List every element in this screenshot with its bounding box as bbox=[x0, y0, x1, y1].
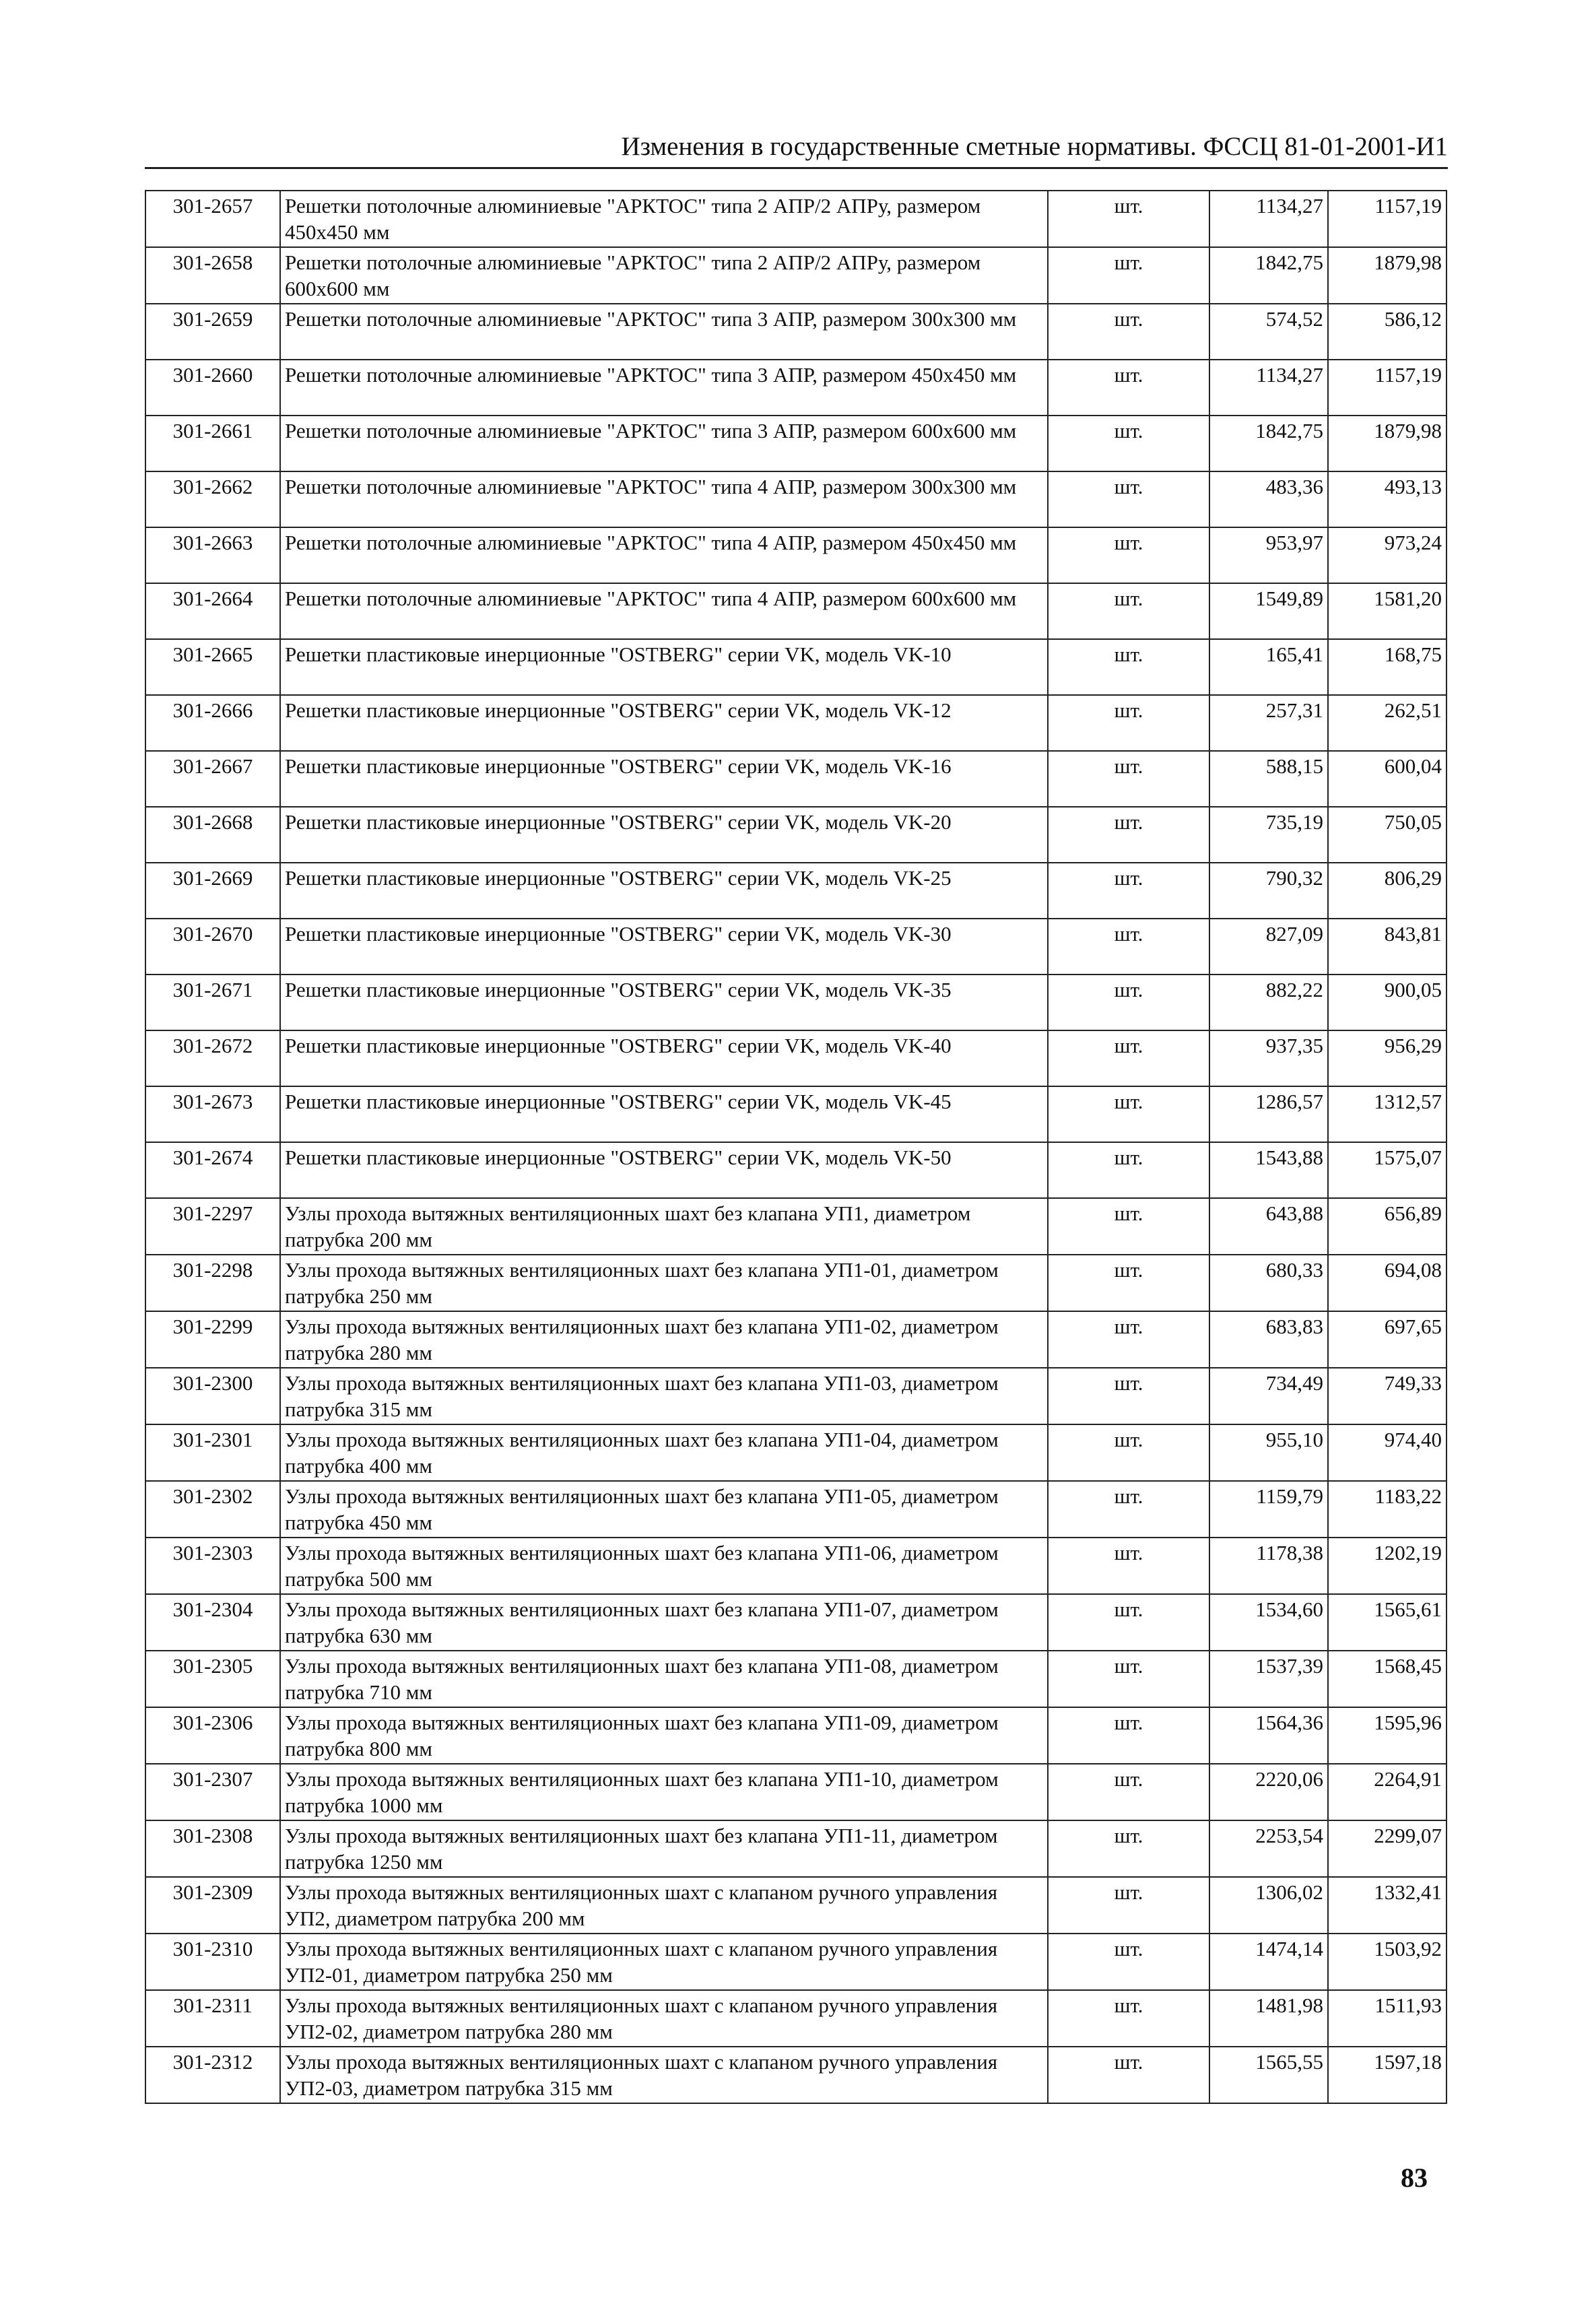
price2-cell: 1879,98 bbox=[1328, 247, 1447, 304]
table-row bbox=[145, 1086, 1447, 1142]
unit-cell: шт. bbox=[1048, 416, 1209, 471]
price1-cell: 1842,75 bbox=[1209, 247, 1328, 304]
table-row bbox=[145, 1255, 1447, 1311]
price1-cell: 1306,02 bbox=[1209, 1877, 1328, 1934]
price2-cell: 1575,07 bbox=[1328, 1142, 1447, 1198]
price1-cell: 1178,38 bbox=[1209, 1538, 1328, 1594]
table-row bbox=[145, 1198, 1447, 1255]
code-cell: 301-2309 bbox=[145, 1877, 280, 1934]
price1-cell: 588,15 bbox=[1209, 751, 1328, 807]
name-cell: Решетки пластиковые инерционные "OSTBERG" серии VK, модель VK-30 bbox=[280, 919, 1048, 975]
name-cell: Решетки потолочные алюминиевые "АРКТОС" типа 4 АПР, размером 300х300 мм bbox=[280, 471, 1048, 527]
code-cell: 301-2668 bbox=[145, 807, 280, 863]
table-row bbox=[145, 1651, 1447, 1707]
code-cell: 301-2307 bbox=[145, 1764, 280, 1820]
price2-cell: 493,13 bbox=[1328, 471, 1447, 527]
name-cell: Узлы прохода вытяжных вентиляционных шахт без клапана УП1-06, диаметром патрубка 500 мм bbox=[280, 1538, 1048, 1594]
price1-cell: 1549,89 bbox=[1209, 583, 1328, 639]
unit-cell: шт. bbox=[1048, 1368, 1209, 1424]
price2-cell: 656,89 bbox=[1328, 1198, 1447, 1255]
price2-cell: 1511,93 bbox=[1328, 1990, 1447, 2047]
table-row bbox=[145, 416, 1447, 471]
price1-cell: 257,31 bbox=[1209, 695, 1328, 751]
code-cell: 301-2669 bbox=[145, 863, 280, 919]
name-cell: Узлы прохода вытяжных вентиляционных шахт без клапана УП1, диаметром патрубка 200 мм bbox=[280, 1198, 1048, 1255]
code-cell: 301-2661 bbox=[145, 416, 280, 471]
price1-cell: 165,41 bbox=[1209, 639, 1328, 695]
price2-cell: 900,05 bbox=[1328, 975, 1447, 1030]
price2-cell: 168,75 bbox=[1328, 639, 1447, 695]
price-table-body bbox=[145, 191, 1447, 2103]
table-row bbox=[145, 1707, 1447, 1764]
table-row bbox=[145, 583, 1447, 639]
price2-cell: 600,04 bbox=[1328, 751, 1447, 807]
code-cell: 301-2674 bbox=[145, 1142, 280, 1198]
price1-cell: 1481,98 bbox=[1209, 1990, 1328, 2047]
price1-cell: 1565,55 bbox=[1209, 2047, 1328, 2103]
price2-cell: 1157,19 bbox=[1328, 191, 1447, 247]
price1-cell: 1537,39 bbox=[1209, 1651, 1328, 1707]
price1-cell: 827,09 bbox=[1209, 919, 1328, 975]
code-cell: 301-2301 bbox=[145, 1424, 280, 1481]
price2-cell: 586,12 bbox=[1328, 304, 1447, 360]
price1-cell: 1286,57 bbox=[1209, 1086, 1328, 1142]
name-cell: Решетки потолочные алюминиевые "АРКТОС" типа 4 АПР, размером 600х600 мм bbox=[280, 583, 1048, 639]
code-cell: 301-2658 bbox=[145, 247, 280, 304]
code-cell: 301-2663 bbox=[145, 527, 280, 583]
code-cell: 301-2667 bbox=[145, 751, 280, 807]
table-row bbox=[145, 1820, 1447, 1877]
unit-cell: шт. bbox=[1048, 191, 1209, 247]
name-cell: Решетки пластиковые инерционные "OSTBERG" серии VK, модель VK-25 bbox=[280, 863, 1048, 919]
table-row bbox=[145, 1030, 1447, 1086]
name-cell: Узлы прохода вытяжных вентиляционных шахт с клапаном ручного управления УП2, диаметром патрубка 200 мм bbox=[280, 1877, 1048, 1934]
unit-cell: шт. bbox=[1048, 1198, 1209, 1255]
price2-cell: 974,40 bbox=[1328, 1424, 1447, 1481]
unit-cell: шт. bbox=[1048, 1538, 1209, 1594]
page-header: Изменения в государственные сметные нормативы. ФССЦ 81-01-2001-И1 bbox=[145, 131, 1448, 169]
table-row bbox=[145, 919, 1447, 975]
name-cell: Узлы прохода вытяжных вентиляционных шахт без клапана УП1-08, диаметром патрубка 710 мм bbox=[280, 1651, 1048, 1707]
unit-cell: шт. bbox=[1048, 471, 1209, 527]
price2-cell: 2299,07 bbox=[1328, 1820, 1447, 1877]
unit-cell: шт. bbox=[1048, 304, 1209, 360]
unit-cell: шт. bbox=[1048, 1030, 1209, 1086]
table-row bbox=[145, 1538, 1447, 1594]
table-row bbox=[145, 695, 1447, 751]
unit-cell: шт. bbox=[1048, 1651, 1209, 1707]
unit-cell: шт. bbox=[1048, 247, 1209, 304]
table-row bbox=[145, 1594, 1447, 1651]
table-row bbox=[145, 1142, 1447, 1198]
name-cell: Решетки пластиковые инерционные "OSTBERG" серии VK, модель VK-10 bbox=[280, 639, 1048, 695]
price2-cell: 1202,19 bbox=[1328, 1538, 1447, 1594]
price1-cell: 680,33 bbox=[1209, 1255, 1328, 1311]
name-cell: Решетки потолочные алюминиевые "АРКТОС" типа 2 АПР/2 АПРу, размером 450х450 мм bbox=[280, 191, 1048, 247]
unit-cell: шт. bbox=[1048, 751, 1209, 807]
price1-cell: 937,35 bbox=[1209, 1030, 1328, 1086]
unit-cell: шт. bbox=[1048, 1481, 1209, 1538]
unit-cell: шт. bbox=[1048, 1877, 1209, 1934]
price2-cell: 749,33 bbox=[1328, 1368, 1447, 1424]
code-cell: 301-2671 bbox=[145, 975, 280, 1030]
price1-cell: 955,10 bbox=[1209, 1424, 1328, 1481]
name-cell: Решетки потолочные алюминиевые "АРКТОС" типа 2 АПР/2 АПРу, размером 600х600 мм bbox=[280, 247, 1048, 304]
table-row bbox=[145, 1877, 1447, 1934]
price2-cell: 1597,18 bbox=[1328, 2047, 1447, 2103]
page-number: 83 bbox=[1401, 2163, 1428, 2193]
unit-cell: шт. bbox=[1048, 1594, 1209, 1651]
price2-cell: 973,24 bbox=[1328, 527, 1447, 583]
table-row bbox=[145, 247, 1447, 304]
table-row bbox=[145, 1368, 1447, 1424]
unit-cell: шт. bbox=[1048, 975, 1209, 1030]
price1-cell: 953,97 bbox=[1209, 527, 1328, 583]
unit-cell: шт. bbox=[1048, 1086, 1209, 1142]
table-row bbox=[145, 975, 1447, 1030]
table-row bbox=[145, 751, 1447, 807]
price2-cell: 697,65 bbox=[1328, 1311, 1447, 1368]
table-row bbox=[145, 360, 1447, 416]
price2-cell: 1595,96 bbox=[1328, 1707, 1447, 1764]
unit-cell: шт. bbox=[1048, 2047, 1209, 2103]
table-row bbox=[145, 1990, 1447, 2047]
price1-cell: 735,19 bbox=[1209, 807, 1328, 863]
price2-cell: 2264,91 bbox=[1328, 1764, 1447, 1820]
code-cell: 301-2311 bbox=[145, 1990, 280, 2047]
table-row bbox=[145, 807, 1447, 863]
price2-cell: 694,08 bbox=[1328, 1255, 1447, 1311]
price1-cell: 1474,14 bbox=[1209, 1934, 1328, 1990]
unit-cell: шт. bbox=[1048, 1990, 1209, 2047]
name-cell: Узлы прохода вытяжных вентиляционных шахт без клапана УП1-11, диаметром патрубка 1250 мм bbox=[280, 1820, 1048, 1877]
code-cell: 301-2657 bbox=[145, 191, 280, 247]
name-cell: Решетки пластиковые инерционные "OSTBERG" серии VK, модель VK-40 bbox=[280, 1030, 1048, 1086]
price1-cell: 1159,79 bbox=[1209, 1481, 1328, 1538]
code-cell: 301-2303 bbox=[145, 1538, 280, 1594]
price2-cell: 843,81 bbox=[1328, 919, 1447, 975]
code-cell: 301-2305 bbox=[145, 1651, 280, 1707]
price-table bbox=[145, 190, 1447, 2104]
name-cell: Решетки потолочные алюминиевые "АРКТОС" типа 3 АПР, размером 300х300 мм bbox=[280, 304, 1048, 360]
unit-cell: шт. bbox=[1048, 1934, 1209, 1990]
name-cell: Решетки пластиковые инерционные "OSTBERG" серии VK, модель VK-35 bbox=[280, 975, 1048, 1030]
name-cell: Узлы прохода вытяжных вентиляционных шахт с клапаном ручного управления УП2-03, диаметром патрубка 315 мм bbox=[280, 2047, 1048, 2103]
price1-cell: 574,52 bbox=[1209, 304, 1328, 360]
price1-cell: 1564,36 bbox=[1209, 1707, 1328, 1764]
name-cell: Решетки потолочные алюминиевые "АРКТОС" типа 4 АПР, размером 450х450 мм bbox=[280, 527, 1048, 583]
code-cell: 301-2308 bbox=[145, 1820, 280, 1877]
code-cell: 301-2306 bbox=[145, 1707, 280, 1764]
code-cell: 301-2673 bbox=[145, 1086, 280, 1142]
price1-cell: 483,36 bbox=[1209, 471, 1328, 527]
unit-cell: шт. bbox=[1048, 1142, 1209, 1198]
table-row bbox=[145, 1311, 1447, 1368]
price1-cell: 882,22 bbox=[1209, 975, 1328, 1030]
code-cell: 301-2297 bbox=[145, 1198, 280, 1255]
name-cell: Узлы прохода вытяжных вентиляционных шахт без клапана УП1-03, диаметром патрубка 315 мм bbox=[280, 1368, 1048, 1424]
code-cell: 301-2665 bbox=[145, 639, 280, 695]
price2-cell: 1568,45 bbox=[1328, 1651, 1447, 1707]
code-cell: 301-2659 bbox=[145, 304, 280, 360]
table-row bbox=[145, 304, 1447, 360]
unit-cell: шт. bbox=[1048, 919, 1209, 975]
unit-cell: шт. bbox=[1048, 527, 1209, 583]
table-row bbox=[145, 471, 1447, 527]
unit-cell: шт. bbox=[1048, 1820, 1209, 1877]
name-cell: Узлы прохода вытяжных вентиляционных шахт с клапаном ручного управления УП2-02, диаметром патрубка 280 мм bbox=[280, 1990, 1048, 2047]
name-cell: Узлы прохода вытяжных вентиляционных шахт без клапана УП1-05, диаметром патрубка 450 мм bbox=[280, 1481, 1048, 1538]
price2-cell: 1312,57 bbox=[1328, 1086, 1447, 1142]
price2-cell: 1565,61 bbox=[1328, 1594, 1447, 1651]
name-cell: Решетки пластиковые инерционные "OSTBERG" серии VK, модель VK-50 bbox=[280, 1142, 1048, 1198]
table-row bbox=[145, 2047, 1447, 2103]
unit-cell: шт. bbox=[1048, 1311, 1209, 1368]
price1-cell: 1134,27 bbox=[1209, 360, 1328, 416]
table-row bbox=[145, 1764, 1447, 1820]
table-row bbox=[145, 863, 1447, 919]
name-cell: Узлы прохода вытяжных вентиляционных шахт без клапана УП1-02, диаметром патрубка 280 мм bbox=[280, 1311, 1048, 1368]
price2-cell: 1581,20 bbox=[1328, 583, 1447, 639]
name-cell: Решетки пластиковые инерционные "OSTBERG" серии VK, модель VK-45 bbox=[280, 1086, 1048, 1142]
name-cell: Решетки потолочные алюминиевые "АРКТОС" типа 3 АПР, размером 600х600 мм bbox=[280, 416, 1048, 471]
unit-cell: шт. bbox=[1048, 639, 1209, 695]
price1-cell: 643,88 bbox=[1209, 1198, 1328, 1255]
price1-cell: 734,49 bbox=[1209, 1368, 1328, 1424]
code-cell: 301-2298 bbox=[145, 1255, 280, 1311]
price2-cell: 1503,92 bbox=[1328, 1934, 1447, 1990]
name-cell: Узлы прохода вытяжных вентиляционных шахт с клапаном ручного управления УП2-01, диаметром патрубка 250 мм bbox=[280, 1934, 1048, 1990]
unit-cell: шт. bbox=[1048, 863, 1209, 919]
table-row bbox=[145, 639, 1447, 695]
code-cell: 301-2666 bbox=[145, 695, 280, 751]
unit-cell: шт. bbox=[1048, 1424, 1209, 1481]
price2-cell: 262,51 bbox=[1328, 695, 1447, 751]
code-cell: 301-2302 bbox=[145, 1481, 280, 1538]
code-cell: 301-2662 bbox=[145, 471, 280, 527]
price2-cell: 806,29 bbox=[1328, 863, 1447, 919]
name-cell: Решетки потолочные алюминиевые "АРКТОС" типа 3 АПР, размером 450х450 мм bbox=[280, 360, 1048, 416]
price2-cell: 1879,98 bbox=[1328, 416, 1447, 471]
code-cell: 301-2310 bbox=[145, 1934, 280, 1990]
price1-cell: 1534,60 bbox=[1209, 1594, 1328, 1651]
price1-cell: 2253,54 bbox=[1209, 1820, 1328, 1877]
code-cell: 301-2299 bbox=[145, 1311, 280, 1368]
code-cell: 301-2670 bbox=[145, 919, 280, 975]
unit-cell: шт. bbox=[1048, 1707, 1209, 1764]
code-cell: 301-2312 bbox=[145, 2047, 280, 2103]
table-row bbox=[145, 1424, 1447, 1481]
name-cell: Узлы прохода вытяжных вентиляционных шахт без клапана УП1-01, диаметром патрубка 250 мм bbox=[280, 1255, 1048, 1311]
price1-cell: 790,32 bbox=[1209, 863, 1328, 919]
name-cell: Узлы прохода вытяжных вентиляционных шахт без клапана УП1-09, диаметром патрубка 800 мм bbox=[280, 1707, 1048, 1764]
price1-cell: 683,83 bbox=[1209, 1311, 1328, 1368]
price2-cell: 1183,22 bbox=[1328, 1481, 1447, 1538]
code-cell: 301-2660 bbox=[145, 360, 280, 416]
price2-cell: 1157,19 bbox=[1328, 360, 1447, 416]
name-cell: Узлы прохода вытяжных вентиляционных шахт без клапана УП1-04, диаметром патрубка 400 мм bbox=[280, 1424, 1048, 1481]
table-row bbox=[145, 1481, 1447, 1538]
price2-cell: 750,05 bbox=[1328, 807, 1447, 863]
name-cell: Решетки пластиковые инерционные "OSTBERG" серии VK, модель VK-12 bbox=[280, 695, 1048, 751]
name-cell: Решетки пластиковые инерционные "OSTBERG" серии VK, модель VK-16 bbox=[280, 751, 1048, 807]
table-row bbox=[145, 191, 1447, 247]
price1-cell: 1543,88 bbox=[1209, 1142, 1328, 1198]
price1-cell: 1134,27 bbox=[1209, 191, 1328, 247]
code-cell: 301-2672 bbox=[145, 1030, 280, 1086]
unit-cell: шт. bbox=[1048, 695, 1209, 751]
unit-cell: шт. bbox=[1048, 807, 1209, 863]
table-row bbox=[145, 1934, 1447, 1990]
unit-cell: шт. bbox=[1048, 1764, 1209, 1820]
name-cell: Узлы прохода вытяжных вентиляционных шахт без клапана УП1-10, диаметром патрубка 1000 мм bbox=[280, 1764, 1048, 1820]
price2-cell: 1332,41 bbox=[1328, 1877, 1447, 1934]
unit-cell: шт. bbox=[1048, 1255, 1209, 1311]
unit-cell: шт. bbox=[1048, 583, 1209, 639]
price1-cell: 1842,75 bbox=[1209, 416, 1328, 471]
price2-cell: 956,29 bbox=[1328, 1030, 1447, 1086]
table-row bbox=[145, 527, 1447, 583]
price1-cell: 2220,06 bbox=[1209, 1764, 1328, 1820]
name-cell: Решетки пластиковые инерционные "OSTBERG" серии VK, модель VK-20 bbox=[280, 807, 1048, 863]
unit-cell: шт. bbox=[1048, 360, 1209, 416]
code-cell: 301-2300 bbox=[145, 1368, 280, 1424]
code-cell: 301-2304 bbox=[145, 1594, 280, 1651]
name-cell: Узлы прохода вытяжных вентиляционных шахт без клапана УП1-07, диаметром патрубка 630 мм bbox=[280, 1594, 1048, 1651]
code-cell: 301-2664 bbox=[145, 583, 280, 639]
